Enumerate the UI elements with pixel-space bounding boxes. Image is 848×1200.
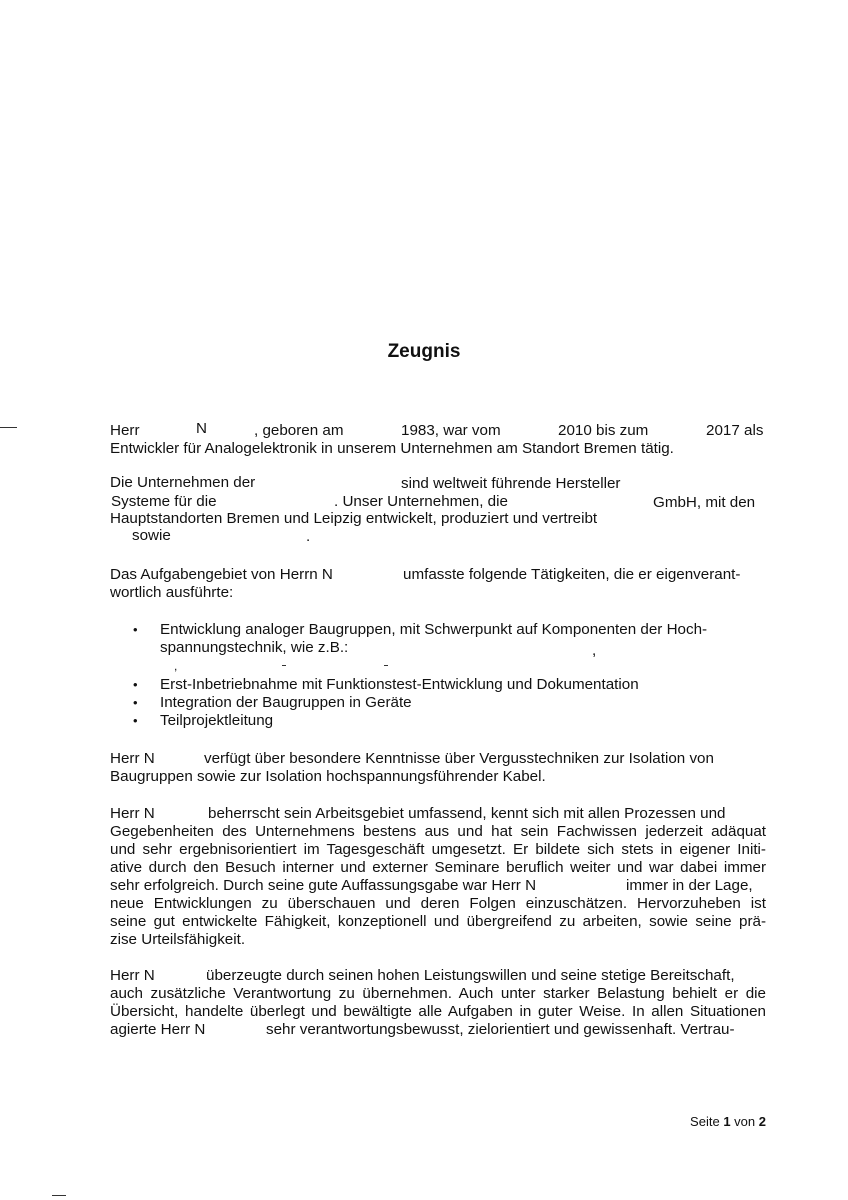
bullet-symbol: • bbox=[133, 622, 138, 637]
p4-a: Herr N bbox=[110, 750, 155, 767]
total-pages: 2 bbox=[758, 1114, 766, 1129]
bullet-1-line2: spannungstechnik, wie z.B.: bbox=[160, 639, 349, 656]
p5-line5b: immer in der Lage, bbox=[626, 877, 753, 894]
p1-name: N bbox=[196, 420, 207, 437]
p1-year-birth: 1983, war vom bbox=[401, 422, 501, 439]
bullet-4: Teilprojektleitung bbox=[160, 712, 274, 729]
page-of: von bbox=[734, 1114, 756, 1129]
p2-c: Systeme für die bbox=[111, 493, 217, 510]
p3-b: umfasste folgende Tätigkeiten, die er eigenverant- bbox=[403, 566, 741, 583]
p4-line2: Baugruppen sowie zur Isolation hochspannungsführender Kabel. bbox=[110, 768, 546, 785]
p5-line3: und sehr ergebnisorientiert im Tagesgeschäft umgesetzt. Er bildete sich stets in eigener Initi- bbox=[110, 841, 766, 858]
p1-herr: Herr bbox=[110, 422, 140, 439]
margin-mark bbox=[0, 427, 17, 428]
p5-b: beherrscht sein Arbeitsgebiet umfassend, kennt sich mit allen Prozessen und bbox=[208, 805, 726, 822]
p2-b: sind weltweit führende Hersteller bbox=[401, 475, 621, 492]
p6-line2: auch zusätzliche Verantwortung zu übernehmen. Auch unter starker Belastung behielt er die bbox=[110, 985, 766, 1002]
p5-line5a: sehr erfolgreich. Durch seine gute Auffassungsgabe war Herr N bbox=[110, 877, 537, 894]
current-page: 1 bbox=[723, 1114, 731, 1129]
p1-year-from: 2010 bis zum bbox=[558, 422, 649, 439]
bullet-symbol: • bbox=[133, 695, 138, 710]
p5-line8: zise Urteilsfähigkeit. bbox=[110, 931, 246, 948]
p4-b: verfügt über besondere Kenntnisse über Vergusstechniken zur Isolation von bbox=[204, 750, 714, 767]
p2-d: . Unser Unternehmen, die bbox=[334, 493, 508, 510]
p1-geboren: , geboren am bbox=[254, 422, 344, 439]
bullet-1-line1: Entwicklung analoger Baugruppen, mit Schwerpunkt auf Komponenten der Hoch- bbox=[160, 621, 708, 638]
p6-line4a: agierte Herr N bbox=[110, 1021, 206, 1038]
p5-a: Herr N bbox=[110, 805, 155, 822]
document-title: Zeugnis bbox=[387, 341, 461, 362]
p6-line3: Übersicht, handelte überlegt und bewältigte alle Aufgaben in guter Weise. In allen Situationen bbox=[110, 1003, 766, 1020]
p2-f: sowie bbox=[132, 527, 171, 544]
redaction-trace bbox=[384, 665, 388, 666]
p5-line4: ative durch den Besuch interner und externer Seminare beruflich weiter und war dabei immer bbox=[110, 859, 766, 876]
p6-b: überzeugte durch seinen hohen Leistungswillen und seine stetige Bereitschaft, bbox=[206, 967, 735, 984]
page-label: Seite bbox=[690, 1114, 720, 1129]
bullet-2: Erst-Inbetriebnahme mit Funktionstest-Entwicklung und Dokumentation bbox=[160, 676, 639, 693]
page-number bbox=[610, 1114, 766, 1129]
p6-a: Herr N bbox=[110, 967, 155, 984]
p2-a: Die Unternehmen der bbox=[110, 474, 256, 491]
redaction-trace bbox=[282, 665, 286, 666]
p6-line4b: sehr verantwortungsbewusst, zielorientiert und gewissenhaft. Vertrau- bbox=[266, 1021, 735, 1038]
p5-line7: seine gut entwickelte Fähigkeit, konzeptionell und übergreifend zu arbeiten, sowie seine prä- bbox=[110, 913, 766, 930]
p3-line2: wortlich ausführte: bbox=[110, 584, 234, 601]
p5-line6: neue Entwicklungen zu überschauen und deren Folgen einzuschätzen. Hervorzuheben ist bbox=[110, 895, 766, 912]
bullet-1-comma: , bbox=[592, 642, 597, 659]
p2-line3: Hauptstandorten Bremen und Leipzig entwickelt, produziert und vertreibt bbox=[110, 510, 598, 527]
bullet-3: Integration der Baugruppen in Geräte bbox=[160, 694, 412, 711]
bullet-symbol: • bbox=[133, 677, 138, 692]
p2-e: GmbH, mit den bbox=[653, 494, 756, 511]
p3-a: Das Aufgabengebiet von Herrn N bbox=[110, 566, 333, 583]
p2-g: . bbox=[306, 528, 311, 545]
p1-year-to: 2017 als bbox=[706, 422, 764, 439]
p5-line2: Gegebenheiten des Unternehmens bestens aus und hat sein Fachwissen jederzeit adäquat bbox=[110, 823, 766, 840]
bullet-1-line3: , bbox=[174, 659, 178, 673]
bullet-symbol: • bbox=[133, 713, 138, 728]
p1-line2: Entwickler für Analogelektronik in unserem Unternehmen am Standort Bremen tätig. bbox=[110, 440, 674, 457]
margin-mark-bottom bbox=[52, 1195, 66, 1196]
